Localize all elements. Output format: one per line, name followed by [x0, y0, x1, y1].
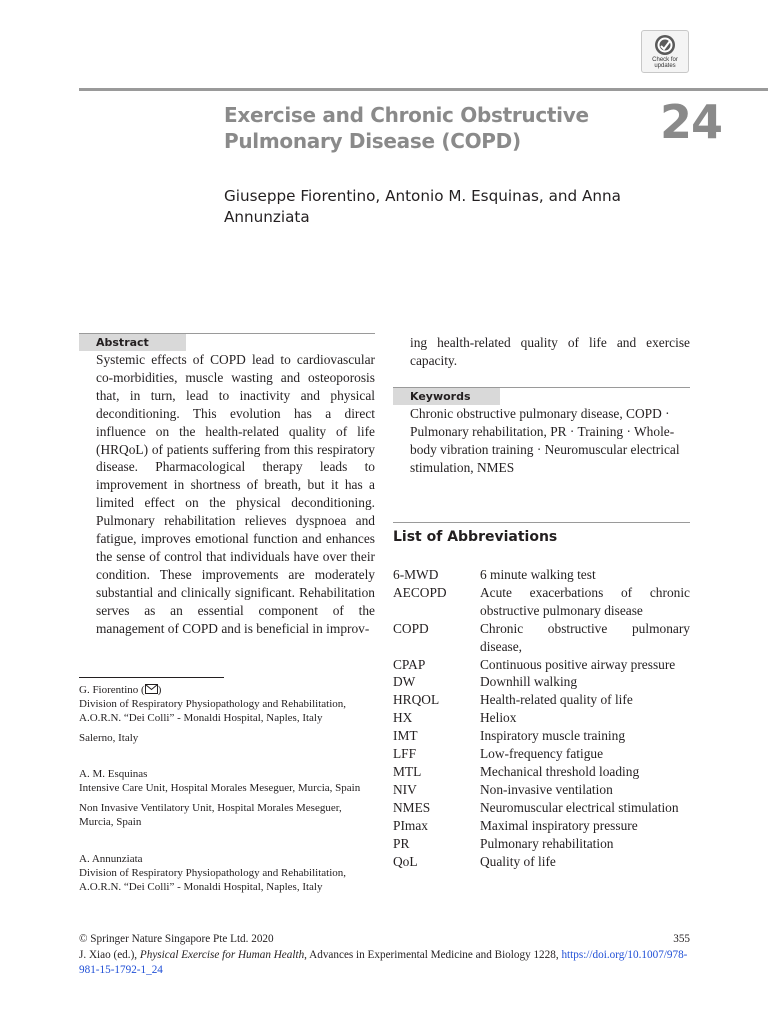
abbreviation-definition: Downhill walking [480, 674, 578, 690]
abbreviation-term: NMES [393, 799, 431, 815]
abbreviation-term: QoL [393, 853, 418, 869]
table-row [393, 709, 690, 727]
check-for-updates-icon [654, 34, 676, 56]
table-row [393, 673, 690, 691]
table-row [393, 799, 690, 817]
affiliation-text: Salerno, Italy [79, 732, 139, 744]
table-row [393, 853, 690, 871]
abbreviation-definition: Continuous positive airway pressure [480, 656, 676, 672]
abbreviation-definition: Inspiratory muscle training [480, 728, 626, 744]
chapter-number: 24 [659, 95, 722, 149]
affiliation-text: Division of Respiratory Physiopathology and Rehabilitation, A.O.R.N. “Dei Colli” - Monaldi Hospital, Naples, Italy [79, 698, 347, 724]
table-row [393, 566, 690, 584]
abbreviation-term: 6-MWD [393, 567, 439, 582]
table-row [393, 727, 690, 745]
abbreviations-heading: List of Abbreviations [393, 529, 558, 545]
abbreviation-term: LFF [393, 746, 417, 762]
abbreviation-term: PImax [393, 817, 428, 833]
abbreviation-definition: Chronic obstructive pulmonary disease, [480, 620, 690, 654]
affiliation-name: A. M. Esquinas [79, 768, 148, 780]
footer [79, 932, 690, 979]
abbreviation-definition: Heliox [480, 710, 517, 726]
abbreviation-term: COPD [393, 620, 429, 636]
table-row [393, 620, 690, 656]
abbreviation-term: CPAP [393, 656, 426, 672]
doi-link[interactable]: https://doi.org/10.1007/978-981-15-1792-1_24 [79, 948, 688, 976]
page-number: 355 [673, 933, 690, 945]
affiliations-rule [79, 677, 224, 678]
keywords-text: Chronic obstructive pulmonary disease, COPD · Pulmonary rehabilitation, PR · Training · Whole-body vibration training · Neuromuscular electrical stimulation, NMES [410, 406, 680, 475]
table-row [393, 781, 690, 799]
abbreviation-term: PR [393, 835, 410, 851]
citation [79, 948, 690, 979]
abbreviation-definition: Mechanical threshold loading [480, 763, 640, 779]
citation-suffix: , Advances in Experimental Medicine and Biology 1228, [304, 948, 562, 961]
abbreviation-definition: Neuromuscular electrical stimulation [480, 799, 679, 815]
citation-prefix: J. Xiao (ed.), [79, 948, 140, 961]
table-row [393, 584, 690, 620]
chapter-title: Exercise and Chronic Obstructive Pulmonary Disease (COPD) [224, 103, 589, 153]
affiliation-text: Non Invasive Ventilatory Unit, Hospital Morales Meseguer, Murcia, Spain [79, 802, 342, 828]
abbreviation-definition: Non-invasive ventilation [480, 781, 613, 797]
abstract-text: Systemic effects of COPD lead to cardiovascular co-morbidities, muscle wasting and osteoporosis that, in turn, lead to inactivity and physical deconditioning. This evolution has a direct influence on the health-related quality of life (HRQoL) of patients suffering from this respiratory disease. Pharmacological therapy leads to improvement in shortness of breath, but it has a limited effect on the physical deconditioning. Pulmonary rehabilitation relieves dyspnoea and fatigue, improves emotional function and enhances the sense of control that individuals have over their condition. These improvements are moderately substantial and clinically significant. Rehabilitation serves as an essential component of the management of COPD and is beneficial in improv- [96, 352, 375, 636]
chapter-authors: Giuseppe Fiorentino, Antonio M. Esquinas, and Anna Annunziata [224, 187, 621, 226]
table-row [393, 817, 690, 835]
table-row [393, 745, 690, 763]
affiliation-annunziata [79, 852, 369, 894]
abbreviation-definition: Acute exacerbations of chronic obstructive pulmonary disease [480, 584, 690, 618]
abbreviation-definition: Maximal inspiratory pressure [480, 817, 638, 833]
check-for-updates-badge[interactable] [641, 30, 689, 73]
envelope-icon[interactable] [145, 684, 158, 694]
abstract-heading: Abstract [79, 334, 186, 351]
abbreviation-term: HX [393, 710, 413, 726]
abbreviation-term: DW [393, 674, 416, 690]
copyright-notice: © Springer Nature Singapore Pte Ltd. 2020 [79, 933, 274, 945]
abbreviation-definition: Quality of life [480, 853, 556, 869]
affiliation-name: A. Annunziata [79, 853, 143, 865]
abbreviation-term: MTL [393, 763, 422, 779]
abbreviation-definition: 6 minute walking test [480, 567, 596, 582]
affiliation-name: G. Fiorentino ( [79, 684, 145, 696]
table-row [393, 763, 690, 781]
abbreviation-definition: Health-related quality of life [480, 692, 633, 708]
abbreviations-rule [393, 522, 690, 523]
book-title: Physical Exercise for Human Health [139, 948, 305, 961]
keywords-heading: Keywords [393, 388, 500, 405]
header-rule [79, 88, 768, 91]
abbreviation-term: HRQOL [393, 692, 440, 708]
abbreviation-definition: Pulmonary rehabilitation [480, 835, 614, 851]
affiliation-text: Division of Respiratory Physiopathology and Rehabilitation, A.O.R.N. “Dei Colli” - Monaldi Hospital, Naples, Italy [79, 867, 347, 893]
table-row [393, 691, 690, 709]
affiliation-name-close: ) [157, 684, 162, 696]
abbreviation-term: AECOPD [393, 584, 447, 600]
abbreviation-term: NIV [393, 781, 417, 797]
abstract-text-continued: ing health-related quality of life and exercise capacity. [410, 335, 690, 368]
check-for-updates-label: Check for updates [652, 57, 678, 69]
affiliation-esquinas [79, 767, 369, 829]
affiliation-text: Intensive Care Unit, Hospital Morales Meseguer, Murcia, Spain [79, 782, 361, 794]
abbreviations-table [393, 566, 690, 870]
affiliation-fiorentino [79, 683, 369, 745]
table-row [393, 835, 690, 853]
table-row [393, 656, 690, 674]
abbreviation-definition: Low-frequency fatigue [480, 746, 604, 762]
abbreviation-term: IMT [393, 728, 418, 744]
